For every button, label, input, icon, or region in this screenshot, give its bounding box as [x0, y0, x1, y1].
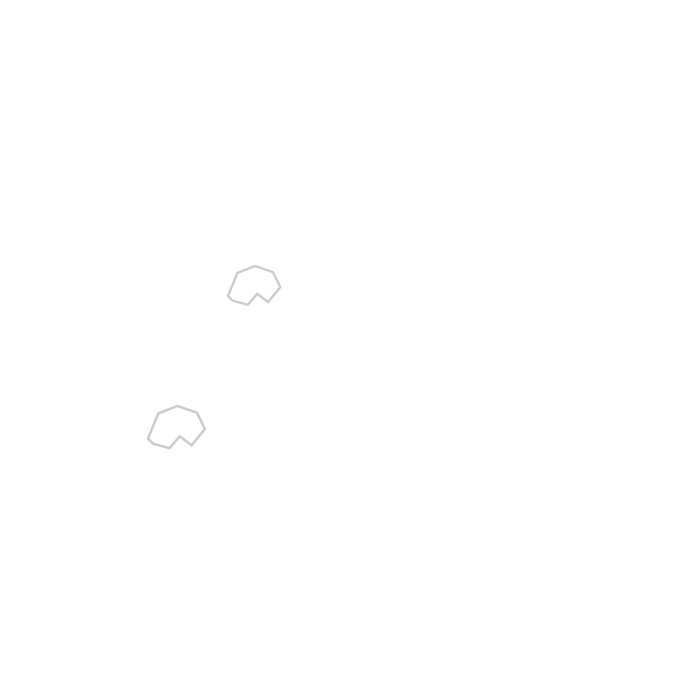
- watermark-top: [228, 266, 280, 305]
- brand-logo-outline-icon: [228, 266, 280, 305]
- watermark-middle: [148, 406, 205, 448]
- brand-logo-outline-icon: [148, 406, 205, 448]
